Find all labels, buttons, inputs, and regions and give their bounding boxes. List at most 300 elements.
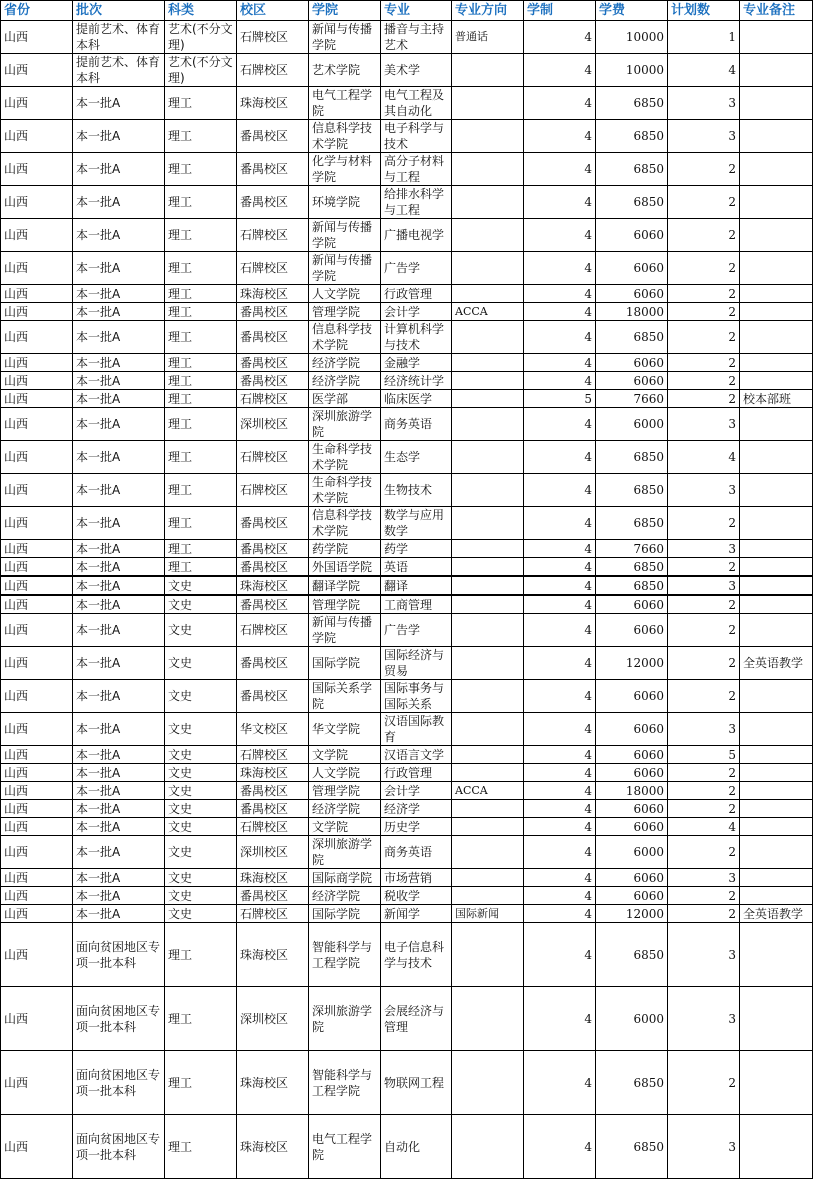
cell-note [740,120,813,153]
cell-batch: 本一批A [73,558,165,577]
cell-college: 深圳旅游学院 [309,408,381,441]
cell-note: 全英语教学 [740,905,813,923]
cell-note [740,303,813,321]
cell-college: 新闻与传播学院 [309,21,381,54]
cell-years: 4 [524,614,596,647]
cell-fee: 6060 [596,818,668,836]
cell-province: 山西 [1,372,73,390]
cell-years: 4 [524,441,596,474]
cell-college: 信息科学技术学院 [309,321,381,354]
cell-fee: 6060 [596,680,668,713]
cell-fee: 6850 [596,321,668,354]
cell-note [740,680,813,713]
cell-years: 4 [524,713,596,746]
table-row [1,303,813,321]
table-row [1,21,813,54]
cell-category: 理工 [165,354,237,372]
cell-campus: 石牌校区 [237,474,309,507]
cell-batch: 本一批A [73,905,165,923]
cell-fee: 18000 [596,303,668,321]
cell-direction: ACCA [452,303,524,321]
cell-fee: 10000 [596,21,668,54]
cell-direction [452,680,524,713]
cell-direction [452,507,524,540]
cell-college: 外国语学院 [309,558,381,577]
cell-college: 智能科学与工程学院 [309,923,381,987]
table-row [1,800,813,818]
cell-major: 新闻学 [381,905,452,923]
cell-major: 广告学 [381,614,452,647]
cell-major: 翻译 [381,576,452,595]
cell-plan: 3 [668,713,740,746]
cell-fee: 6850 [596,558,668,577]
cell-direction [452,408,524,441]
cell-years: 4 [524,285,596,303]
cell-plan: 2 [668,186,740,219]
cell-plan: 2 [668,372,740,390]
cell-batch: 本一批A [73,746,165,764]
cell-note [740,186,813,219]
cell-note [740,614,813,647]
table-row [1,595,813,614]
cell-note [740,540,813,558]
cell-plan: 1 [668,21,740,54]
cell-campus: 番禺校区 [237,120,309,153]
cell-college: 艺术学院 [309,54,381,87]
cell-major: 广播电视学 [381,219,452,252]
cell-major: 广告学 [381,252,452,285]
cell-fee: 7660 [596,540,668,558]
cell-years: 4 [524,800,596,818]
table-row [1,869,813,887]
cell-direction [452,869,524,887]
cell-plan: 2 [668,905,740,923]
cell-years: 5 [524,390,596,408]
cell-batch: 本一批A [73,800,165,818]
cell-direction [452,87,524,120]
cell-category: 理工 [165,285,237,303]
cell-college: 人文学院 [309,764,381,782]
cell-fee: 6850 [596,576,668,595]
cell-plan: 3 [668,576,740,595]
cell-province: 山西 [1,1051,73,1115]
cell-fee: 6850 [596,923,668,987]
cell-major: 市场营销 [381,869,452,887]
cell-plan: 2 [668,354,740,372]
cell-college: 管理学院 [309,303,381,321]
cell-plan: 2 [668,764,740,782]
cell-campus: 珠海校区 [237,1051,309,1115]
cell-note [740,987,813,1051]
cell-years: 4 [524,818,596,836]
cell-major: 电气工程及其自动化 [381,87,452,120]
cell-province: 山西 [1,647,73,680]
cell-years: 4 [524,764,596,782]
cell-direction [452,923,524,987]
table-row [1,474,813,507]
cell-direction [452,186,524,219]
cell-category: 理工 [165,390,237,408]
cell-major: 国际事务与国际关系 [381,680,452,713]
cell-direction [452,540,524,558]
cell-direction [452,887,524,905]
cell-category: 文史 [165,869,237,887]
cell-campus: 珠海校区 [237,87,309,120]
table-row [1,647,813,680]
cell-major: 会展经济与管理 [381,987,452,1051]
cell-province: 山西 [1,321,73,354]
cell-years: 4 [524,21,596,54]
table-row [1,54,813,87]
cell-batch: 本一批A [73,713,165,746]
cell-major: 金融学 [381,354,452,372]
cell-major: 经济学 [381,800,452,818]
cell-category: 文史 [165,764,237,782]
table-row [1,987,813,1051]
cell-college: 国际学院 [309,905,381,923]
cell-college: 智能科学与工程学院 [309,1051,381,1115]
cell-batch: 本一批A [73,887,165,905]
cell-fee: 6850 [596,1051,668,1115]
cell-fee: 6060 [596,746,668,764]
cell-college: 国际关系学院 [309,680,381,713]
cell-campus: 深圳校区 [237,836,309,869]
header-province: 省份 [1,1,73,21]
cell-note [740,354,813,372]
cell-note [740,321,813,354]
cell-college: 化学与材料学院 [309,153,381,186]
cell-campus: 石牌校区 [237,54,309,87]
cell-province: 山西 [1,887,73,905]
cell-fee: 6060 [596,887,668,905]
cell-batch: 本一批A [73,390,165,408]
cell-fee: 6850 [596,441,668,474]
cell-years: 4 [524,354,596,372]
cell-province: 山西 [1,21,73,54]
cell-years: 4 [524,746,596,764]
cell-category: 文史 [165,782,237,800]
cell-campus: 深圳校区 [237,408,309,441]
cell-years: 4 [524,887,596,905]
cell-campus: 番禺校区 [237,321,309,354]
cell-plan: 3 [668,408,740,441]
table-row [1,372,813,390]
table-row [1,1051,813,1115]
cell-college: 电气工程学院 [309,1115,381,1179]
cell-major: 物联网工程 [381,1051,452,1115]
cell-fee: 6850 [596,120,668,153]
cell-direction [452,1051,524,1115]
cell-campus: 石牌校区 [237,818,309,836]
cell-fee: 6850 [596,153,668,186]
cell-plan: 4 [668,441,740,474]
cell-campus: 珠海校区 [237,869,309,887]
cell-province: 山西 [1,441,73,474]
cell-province: 山西 [1,614,73,647]
table-row [1,1115,813,1179]
cell-direction [452,558,524,577]
cell-campus: 番禺校区 [237,558,309,577]
cell-campus: 珠海校区 [237,285,309,303]
cell-note [740,764,813,782]
table-row [1,746,813,764]
cell-fee: 12000 [596,905,668,923]
cell-campus: 番禺校区 [237,800,309,818]
cell-fee: 6060 [596,800,668,818]
cell-major: 会计学 [381,782,452,800]
cell-category: 理工 [165,372,237,390]
cell-province: 山西 [1,836,73,869]
cell-plan: 2 [668,219,740,252]
cell-plan: 3 [668,120,740,153]
cell-major: 临床医学 [381,390,452,408]
cell-category: 文史 [165,746,237,764]
cell-direction: 普通话 [452,21,524,54]
cell-province: 山西 [1,595,73,614]
cell-campus: 石牌校区 [237,441,309,474]
cell-fee: 18000 [596,782,668,800]
cell-category: 文史 [165,836,237,869]
cell-years: 4 [524,303,596,321]
cell-direction [452,120,524,153]
cell-province: 山西 [1,800,73,818]
cell-plan: 2 [668,614,740,647]
cell-note [740,869,813,887]
cell-category: 理工 [165,507,237,540]
cell-plan: 2 [668,800,740,818]
cell-batch: 本一批A [73,186,165,219]
cell-province: 山西 [1,540,73,558]
cell-plan: 2 [668,303,740,321]
cell-college: 经济学院 [309,372,381,390]
cell-province: 山西 [1,408,73,441]
table-row [1,321,813,354]
cell-category: 理工 [165,540,237,558]
cell-college: 生命科学技术学院 [309,441,381,474]
cell-province: 山西 [1,507,73,540]
header-campus: 校区 [237,1,309,21]
cell-category: 理工 [165,252,237,285]
cell-college: 信息科学技术学院 [309,507,381,540]
cell-campus: 番禺校区 [237,354,309,372]
cell-fee: 6000 [596,987,668,1051]
cell-campus: 珠海校区 [237,764,309,782]
table-row [1,558,813,577]
cell-direction [452,647,524,680]
cell-batch: 本一批A [73,595,165,614]
cell-note [740,372,813,390]
cell-note [740,285,813,303]
cell-batch: 本一批A [73,647,165,680]
cell-fee: 7660 [596,390,668,408]
cell-plan: 3 [668,87,740,120]
cell-note [740,800,813,818]
table-row [1,507,813,540]
cell-province: 山西 [1,764,73,782]
cell-batch: 本一批A [73,474,165,507]
cell-direction [452,1115,524,1179]
table-row [1,887,813,905]
cell-major: 工商管理 [381,595,452,614]
cell-years: 4 [524,923,596,987]
table-row [1,923,813,987]
cell-major: 给排水科学与工程 [381,186,452,219]
cell-direction [452,153,524,186]
cell-plan: 2 [668,285,740,303]
cell-category: 艺术(不分文理) [165,54,237,87]
table-row [1,614,813,647]
table-row [1,408,813,441]
cell-campus: 番禺校区 [237,782,309,800]
cell-category: 理工 [165,321,237,354]
cell-direction [452,818,524,836]
cell-campus: 珠海校区 [237,1115,309,1179]
cell-years: 4 [524,782,596,800]
cell-fee: 6060 [596,713,668,746]
cell-direction [452,321,524,354]
cell-note [740,923,813,987]
header-major: 专业 [381,1,452,21]
cell-batch: 本一批A [73,87,165,120]
cell-plan: 2 [668,153,740,186]
cell-years: 4 [524,120,596,153]
cell-province: 山西 [1,285,73,303]
cell-category: 艺术(不分文理) [165,21,237,54]
cell-category: 理工 [165,441,237,474]
cell-province: 山西 [1,1115,73,1179]
cell-direction [452,836,524,869]
cell-college: 文学院 [309,746,381,764]
cell-category: 理工 [165,923,237,987]
cell-note [740,595,813,614]
cell-note [740,713,813,746]
cell-plan: 2 [668,782,740,800]
cell-category: 理工 [165,408,237,441]
cell-batch: 本一批A [73,354,165,372]
cell-plan: 3 [668,474,740,507]
header-batch: 批次 [73,1,165,21]
cell-college: 国际商学院 [309,869,381,887]
cell-category: 文史 [165,614,237,647]
cell-direction [452,576,524,595]
cell-province: 山西 [1,120,73,153]
cell-direction [452,219,524,252]
cell-batch: 本一批A [73,408,165,441]
cell-note [740,474,813,507]
cell-major: 播音与主持艺术 [381,21,452,54]
cell-direction [452,764,524,782]
cell-batch: 面向贫困地区专项一批本科 [73,987,165,1051]
cell-fee: 6850 [596,1115,668,1179]
cell-major: 电子信息科学与技术 [381,923,452,987]
cell-province: 山西 [1,153,73,186]
cell-college: 管理学院 [309,595,381,614]
cell-direction [452,474,524,507]
cell-fee: 6060 [596,614,668,647]
cell-plan: 4 [668,54,740,87]
cell-fee: 6850 [596,186,668,219]
cell-province: 山西 [1,713,73,746]
table-row [1,836,813,869]
cell-plan: 3 [668,923,740,987]
cell-major: 历史学 [381,818,452,836]
cell-province: 山西 [1,576,73,595]
table-row [1,713,813,746]
header-college: 学院 [309,1,381,21]
cell-campus: 石牌校区 [237,21,309,54]
cell-category: 理工 [165,474,237,507]
cell-years: 4 [524,647,596,680]
cell-major: 高分子材料与工程 [381,153,452,186]
cell-batch: 本一批A [73,303,165,321]
cell-note [740,87,813,120]
table-row [1,441,813,474]
cell-college: 药学院 [309,540,381,558]
cell-category: 理工 [165,303,237,321]
cell-batch: 提前艺术、体育本科 [73,21,165,54]
cell-note: 全英语教学 [740,647,813,680]
cell-plan: 2 [668,321,740,354]
cell-college: 环境学院 [309,186,381,219]
cell-college: 国际学院 [309,647,381,680]
cell-plan: 2 [668,836,740,869]
cell-fee: 6850 [596,507,668,540]
cell-college: 管理学院 [309,782,381,800]
table-row [1,782,813,800]
cell-category: 理工 [165,87,237,120]
cell-college: 经济学院 [309,800,381,818]
cell-category: 理工 [165,219,237,252]
cell-campus: 石牌校区 [237,390,309,408]
cell-batch: 本一批A [73,764,165,782]
cell-batch: 本一批A [73,818,165,836]
cell-major: 商务英语 [381,408,452,441]
cell-batch: 面向贫困地区专项一批本科 [73,923,165,987]
cell-years: 4 [524,252,596,285]
table-row [1,576,813,595]
cell-campus: 石牌校区 [237,746,309,764]
table-row [1,252,813,285]
cell-direction [452,372,524,390]
cell-fee: 6060 [596,219,668,252]
cell-direction [452,252,524,285]
cell-major: 美术学 [381,54,452,87]
cell-category: 文史 [165,818,237,836]
cell-plan: 3 [668,540,740,558]
cell-fee: 10000 [596,54,668,87]
cell-plan: 3 [668,869,740,887]
table-row [1,120,813,153]
cell-province: 山西 [1,905,73,923]
cell-major: 国际经济与贸易 [381,647,452,680]
cell-batch: 面向贫困地区专项一批本科 [73,1115,165,1179]
cell-category: 文史 [165,905,237,923]
cell-major: 计算机科学与技术 [381,321,452,354]
cell-plan: 2 [668,507,740,540]
cell-note [740,441,813,474]
cell-province: 山西 [1,54,73,87]
cell-direction [452,987,524,1051]
cell-years: 4 [524,408,596,441]
cell-batch: 本一批A [73,507,165,540]
cell-batch: 面向贫困地区专项一批本科 [73,1051,165,1115]
cell-campus: 石牌校区 [237,614,309,647]
cell-major: 税收学 [381,887,452,905]
cell-province: 山西 [1,186,73,219]
cell-years: 4 [524,1051,596,1115]
cell-province: 山西 [1,782,73,800]
cell-college: 华文学院 [309,713,381,746]
